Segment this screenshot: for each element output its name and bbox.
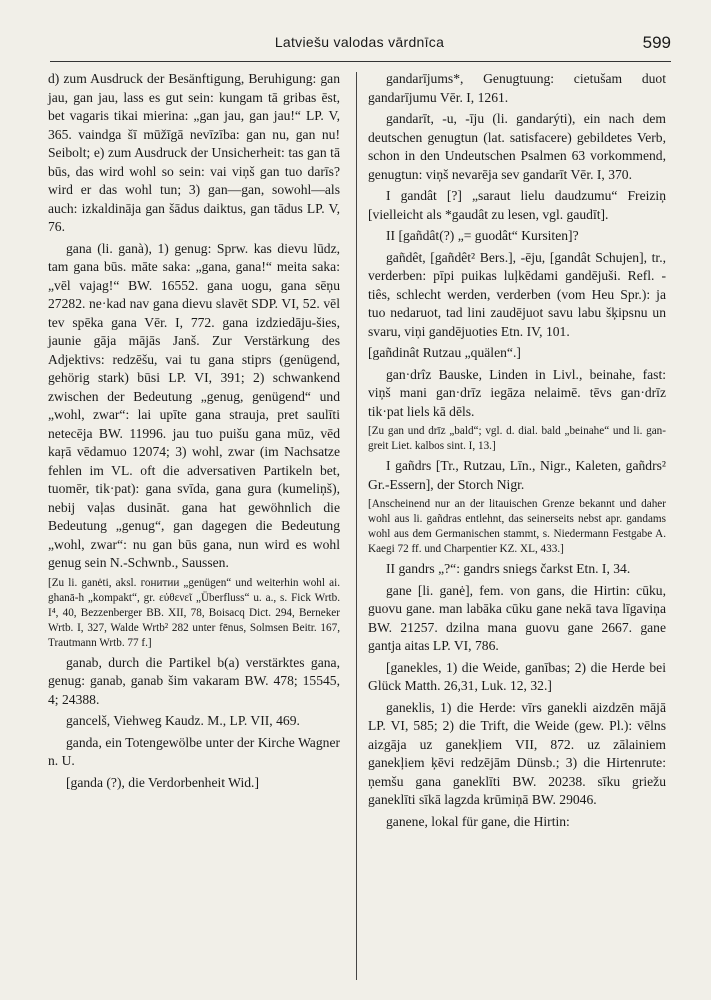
dictionary-entry: gane [li. ganė], fem. von gans, die Hirtin: cūku, guovu gane. man labāka cūku gane nekā tava līgaviņa BW. 21257. dzilna mana guovu gane 2667. gane gantja aitas LP. VI, 786. (368, 582, 666, 653)
dictionary-entry: II gandrs „?“: gandrs sniegs čarkst Etn. I, 34. (386, 561, 631, 576)
dictionary-entry: ganene, lokal für gane, die Hirtin: (386, 813, 570, 829)
running-title: Latviešu valodas vārdnīca (274, 34, 445, 50)
dictionary-entry: [Zu gan und drīz „bald“; vgl. d. dial. bald „beinahe“ und li. gan-greit Liet. kalbos sint. I, 13.] (368, 425, 666, 452)
page-header (48, 34, 671, 56)
dictionary-entry: [Zu li. ganėti, aksl. гонитии „genügen“ und weiterhin wohl ai. ghanā-h „kompakt“, gr. εὐθενεῖ „Überfluss“ u. a., s. Fick Wrtb. I⁴, 40, Bezzenberger BB. XII, 78, Boisacq Dict. 294, Berneker Wrtb. I, 327, Walde Wrtb² 282 unter fēnus, Solmsen Beitr. 167, Trautmann Wrtb. 77 f.] (48, 576, 340, 649)
dictionary-entry: [ganekles, 1) die Weide, ganības; 2) die Herde bei Glück Matth. 26,31, Luk. 12, 32.] (368, 659, 666, 693)
column-divider (356, 72, 357, 980)
dictionary-entry: II [gañdât(?) „= guodât“ Kursiten]? (386, 228, 579, 243)
left-column (48, 70, 340, 795)
dictionary-entry: gana (li. ganà), 1) genug: Sprw. kas dievu lūdz, tam gana būs. māte saka: „gana, gana!“ meita saka: „vēl vajag!“ BW. 16552. gana uogu, gana sēņu 27282. ne·kad nav gana dievu slavēt SDP. VI, 52. vēl tev spēka gana Vēr. I, 772. gana izdziedāju-šies, jaunie gāja mājās Janš. Zur Verstärkung des Adjektivs: redzēšu, vai tu gana stiprs (genügend, gehörig stark) būsi LP. VI, 391; 2) schwankend zwischen der Bedeutung „genug, genügend“ und „wohl, zwar“: lai upīte gana strauja, pret saulīti netecēja BW. 11996. jau tuo puišu gana mūz, vēd kaŗā vēdamuo 12074; 3) wohl, zwar (im Nachsatze fehlen im VL. oft die adversativen Partikeln bet, tuomēr, tik·pat): gana svīda, gana gura (kumeliņš), nebij vaļas dusināt. gana hat gewöhnlich die Bedeutung „genug“, gan dagegen die Bedeutung „wohl, zwar“: nu gan būs gana, nun wird es wohl genug sein N.-Schwnb., Saussen. (48, 240, 340, 570)
right-column (368, 70, 666, 834)
dictionary-entry: I gañdrs [Tr., Rutzau, Līn., Nigr., Kaleten, gañdrs² Gr.-Essern], der Storch Nigr. (368, 458, 666, 492)
header-rule (50, 61, 671, 62)
dictionary-entry: [Anscheinend nur an der litauischen Grenze bekannt und daher wohl aus li. gañdras entlehnt, das seinerseits nebst apr. gandams wohl aus dem Germanischen stammt, s. Niedermann Festgabe A. Kaegi 72 ff. und Charpentier KZ. XL, 433.] (368, 498, 666, 555)
dictionary-entry: d) zum Ausdruck der Besänftigung, Beruhigung: gan jau, gan jau, lass es gut sein: kungam tā gribas ēst, bet vagaris tikai mierina: „gan jau, gan jau!“ LP. V, 365. vaindga šī mūžīgā nevīzība: gan nu, gan nu! Seibolt; e) zum Ausdruck der Unsicherheit: tas gan tā būs, das wird wohl so sein: vai viņš gan tuo darīs? wird er das wohl tun; 3) gan—gan, sowohl—als auch: izkaldināja gan šādus daiktus, gan tādus LP. V, 76. (48, 71, 340, 234)
page-number: 599 (642, 33, 671, 52)
dictionary-entry: I gandât [?] „saraut lielu daudzumu“ Freiziņ [vielleicht als *gaudât zu lesen, vgl. gaudīt]. (368, 188, 666, 222)
dictionary-entry: gandarījums*, Genugtuung: cietušam duot gandarījumu Vēr. I, 1261. (368, 71, 666, 105)
dictionary-entry: gancelš, Viehweg Kaudz. M., LP. VII, 469. (66, 713, 300, 728)
dictionary-entry: gañdêt, [gañdêt² Bers.], -ēju, [gandât Schujen], tr., verderben: pīpi puikas luļkēdami gandējuši. Refl. -tiês, schlecht werden, verderben (vom Heu Spr.): ja tuo nedaruot, tad lini zaudējuot savu labu šķipsnu un svaru, viņi gandējuoties Etn. IV, 101. (368, 249, 666, 339)
dictionary-entry: gan·drîz Bauske, Linden in Livl., beinahe, fast: viņš mani gan·drīz iegāza nelaimē. tēvs gan·drīz tik·pat liels kā dēls. (368, 366, 666, 419)
dictionary-entry: ganeklis, 1) die Herde: vīrs ganekli aizdzēn mājā LP. VI, 585; 2) die Trift, die Weide (gew. Pl.): vēlns aizgāja uz ganekļiem VII, 872. uz zālainiem ganekļiem ķēvi redzējām Dünsb.; 3) die Hirtenrute: ņemšu gana ganeklīti BW. 20238. sīku griežu ganeklīti sīkā lagzda krūmiņā BW. 29046. (368, 699, 666, 807)
dictionary-entry: ganda, ein Totengewölbe unter der Kirche Wagner n. U. (48, 734, 340, 768)
dictionary-entry: [gañdinât Rutzau „quälen“.] (368, 345, 521, 360)
dictionary-entry: gandarīt, -u, -īju (li. gandarýti), ein nach dem deutschen genugtun (lat. satisfacere) gebildetes Verb, schon in den Undeutschen Psalmen 63 vorkommend, genugtun: viņš nevarēja sev gandarīt Vēr. I, 370. (368, 111, 666, 182)
dictionary-entry: ganab, durch die Partikel b(a) verstärktes gana, genug: ganab, ganab šim vakaram BW. 478; 15545, 4; 24388. (48, 654, 340, 707)
dictionary-entry: [ganda (?), die Verdorbenheit Wid.] (66, 774, 259, 790)
